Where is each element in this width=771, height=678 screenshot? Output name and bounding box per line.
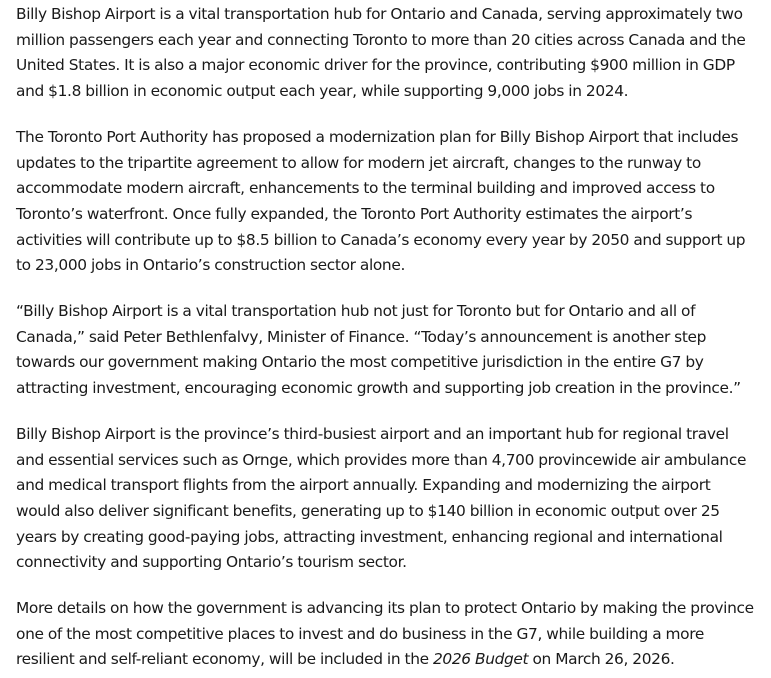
- paragraph-budget-details: [16, 596, 755, 673]
- paragraph-modernization-plan: The Toronto Port Authority has proposed a modernization plan for Billy Bishop Airport that includes updates to the tripartite agreement to allow for modern jet aircraft, changes to the runway to accommodate modern aircraft, enhancements to the terminal building and improved access to Toronto’s waterfront. Once fully expanded, the Toronto Port Authority estimates the airport’s activities will contribute up to $8.5 billion to Canada’s economy every year by 2050 and support up to 23,000 jobs in Ontario’s construction sector alone.: [16, 127, 746, 275]
- budget-text-after: on March 26, 2026.: [528, 650, 675, 669]
- paragraph-economic-benefits: Billy Bishop Airport is the province’s third-busiest airport and an important hub for regional travel and essential services such as Ornge, which provides more than 4,700 provincewide air ambulance and medical transport flights from the airport annually. Expanding and modernizing the airport would also deliver significant benefits, generating up to $140 billion in economic output over 25 years by creating good-paying jobs, attracting investment, enhancing regional and international connectivity and supporting Ontario’s tourism sector.: [16, 424, 747, 572]
- budget-text-before: More details on how the government is advancing its plan to protect Ontario by making the province one of the most competitive places to invest and do business in the G7, while building a more resilient and self-reliant economy, will be included in the: [16, 599, 754, 669]
- paragraph-minister-quote: “Billy Bishop Airport is a vital transportation hub not just for Toronto but for Ontario and all of Canada,” said Peter Bethlenfalvy, Minister of Finance. “Today’s announcement is another step towards our government making Ontario the most competitive jurisdiction in the entire G7 by attracting investment, encouraging economic growth and supporting job creation in the province.”: [16, 302, 741, 398]
- paragraph-airport-overview: Billy Bishop Airport is a vital transportation hub for Ontario and Canada, serving approximately two million passengers each year and connecting Toronto to more than 20 cities across Canada and the United States. It is also a major economic driver for the province, contributing $900 million in GDP and $1.8 billion in economic output each year, while supporting 9,000 jobs in 2024.: [16, 5, 746, 101]
- budget-title: 2026 Budget: [432, 650, 529, 669]
